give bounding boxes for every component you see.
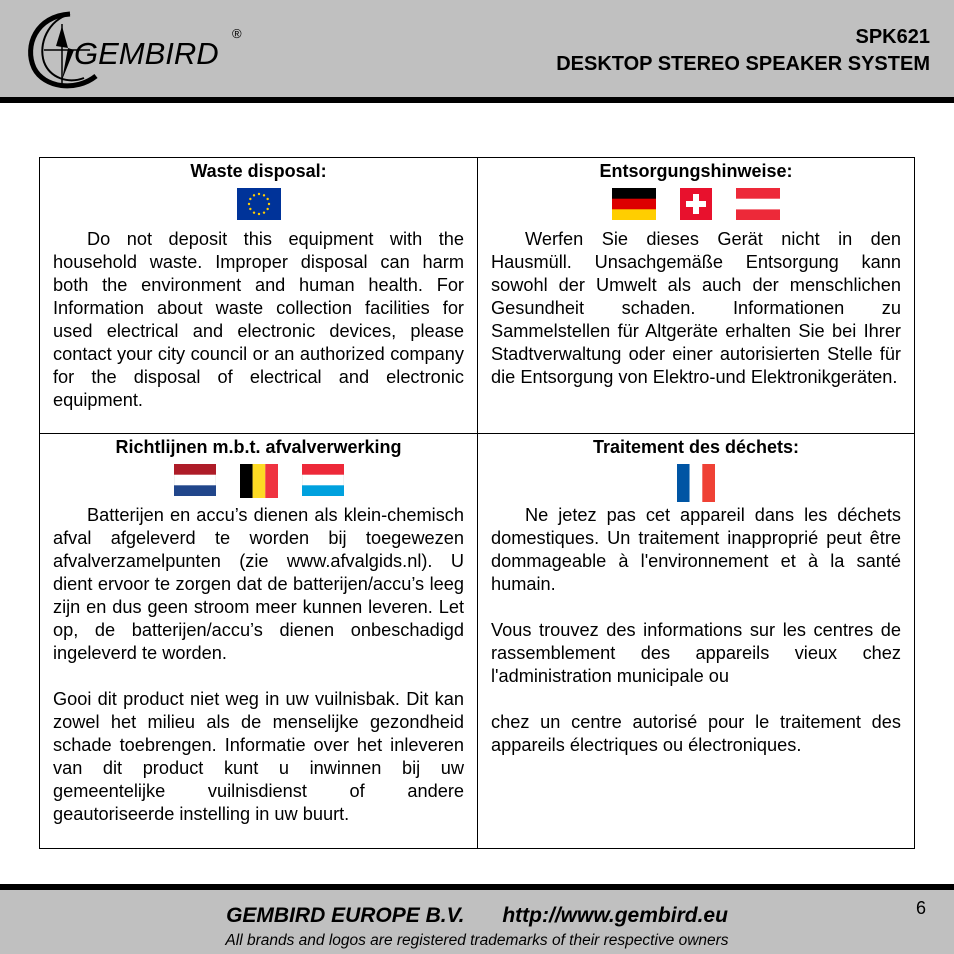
flag-row [478, 464, 914, 502]
disposal-table [39, 157, 915, 849]
model-number: SPK621 [855, 26, 930, 48]
netherlands-flag-icon [174, 464, 216, 496]
flag-row [478, 188, 914, 220]
belgium-flag-icon [240, 464, 278, 498]
eu-star [262, 211, 264, 213]
luxembourg-flag-icon [302, 464, 344, 496]
paragraph: Ne jetez pas cet appareil dans les déchets domestiques. Un traitement inapproprié peut être dommageable à l'environnement et à la santé humain. [491, 505, 901, 594]
product-title: DESKTOP STEREO SPEAKER SYSTEM [556, 53, 930, 75]
section-english [40, 158, 478, 434]
eu-star [247, 203, 249, 205]
logo-wordmark: GEMBIRD [74, 36, 219, 71]
section-title: Entsorgungshinweise: [599, 161, 793, 181]
eu-star [262, 194, 264, 196]
page-header [0, 0, 954, 103]
gembird-logo [22, 6, 252, 94]
eu-star [249, 198, 251, 200]
eu-star [266, 198, 268, 200]
flag-row [40, 188, 477, 220]
company-url[interactable]: http://www.gembird.eu [502, 904, 728, 927]
registered-mark: ® [232, 26, 242, 41]
switzerland-flag-icon [680, 188, 712, 220]
eu-star [267, 203, 269, 205]
paragraph: Vous trouvez des informations sur les centres de rassemblement des appareils vieux chez l'administration municipale ou [491, 620, 901, 686]
page-footer [0, 884, 954, 954]
paragraph: Gooi dit product niet weg in uw vuilnisbak. Dit kan zowel het milieu als de menselijke gezondheid schade toebrengen. Informatie over het inleveren van dit product kunt u inwinnen bij uw gemeentelijke vuilnisdienst of andere geautoriseerde instelling in uw buurt. [53, 689, 464, 824]
germany-flag-icon [612, 188, 656, 220]
section-french [478, 434, 914, 848]
flag-row [40, 464, 477, 496]
section-dutch [40, 434, 478, 848]
section-german [478, 158, 914, 434]
paragraph: Do not deposit this equipment with the household waste. Improper disposal can harm both the environment and human health. For Information about waste collection facilities for used electrical and electronic devices, please contact your city council or an authorized company for the disposal of electrical and electronic equipment. [53, 229, 464, 410]
footer-company-line [0, 904, 954, 928]
eu-star [252, 194, 254, 196]
section-title: Richtlijnen m.b.t. afvalverwerking [115, 437, 402, 457]
section-body [53, 504, 464, 826]
section-body [491, 504, 901, 757]
paragraph: chez un centre autorisé pour le traitement des appareils électriques ou électroniques. [491, 712, 901, 755]
header-title-block [556, 24, 930, 78]
eu-star [257, 193, 259, 195]
eu-flag-icon [237, 188, 281, 220]
section-body [491, 228, 901, 389]
paragraph: Werfen Sie dieses Gerät nicht in den Hausmüll. Unsachgemäße Entsorgung kann sowohl der Umwelt als auch der menschlichen Gesundheit schaden. Informationen zu Sammelstellen für Altgeräte erhalten Sie bei Ihrer Stadtverwaltung oder einer autorisierten Stelle für die Entsorgung von Elektro-und Elektronikgeräten. [491, 229, 901, 387]
section-body [53, 228, 464, 412]
eu-star [252, 211, 254, 213]
paragraph: Batterijen en accu’s dienen als klein-chemisch afval afgeleverd te worden bij toegewezen afvalverzamelpunten (zie www.afvalgids.nl). U dient ervoor te zorgen dat de batterijen/accu’s leeg zijn en dus geen stroom meer kunnen leveren. Let op, de batterijen/accu’s dienen onbeschadigd ingeleverd te worden. [53, 505, 464, 663]
page-number: 6 [915, 898, 926, 918]
trademark-notice: All brands and logos are registered trademarks of their respective owners [225, 932, 729, 949]
austria-flag-icon [736, 188, 780, 220]
eu-star [257, 213, 259, 215]
section-title: Traitement des déchets: [592, 437, 800, 457]
eu-star [249, 208, 251, 210]
eu-star [266, 208, 268, 210]
company-name: GEMBIRD EUROPE B.V. [226, 904, 465, 927]
section-title: Waste disposal: [190, 161, 327, 181]
france-flag-icon [677, 464, 715, 502]
